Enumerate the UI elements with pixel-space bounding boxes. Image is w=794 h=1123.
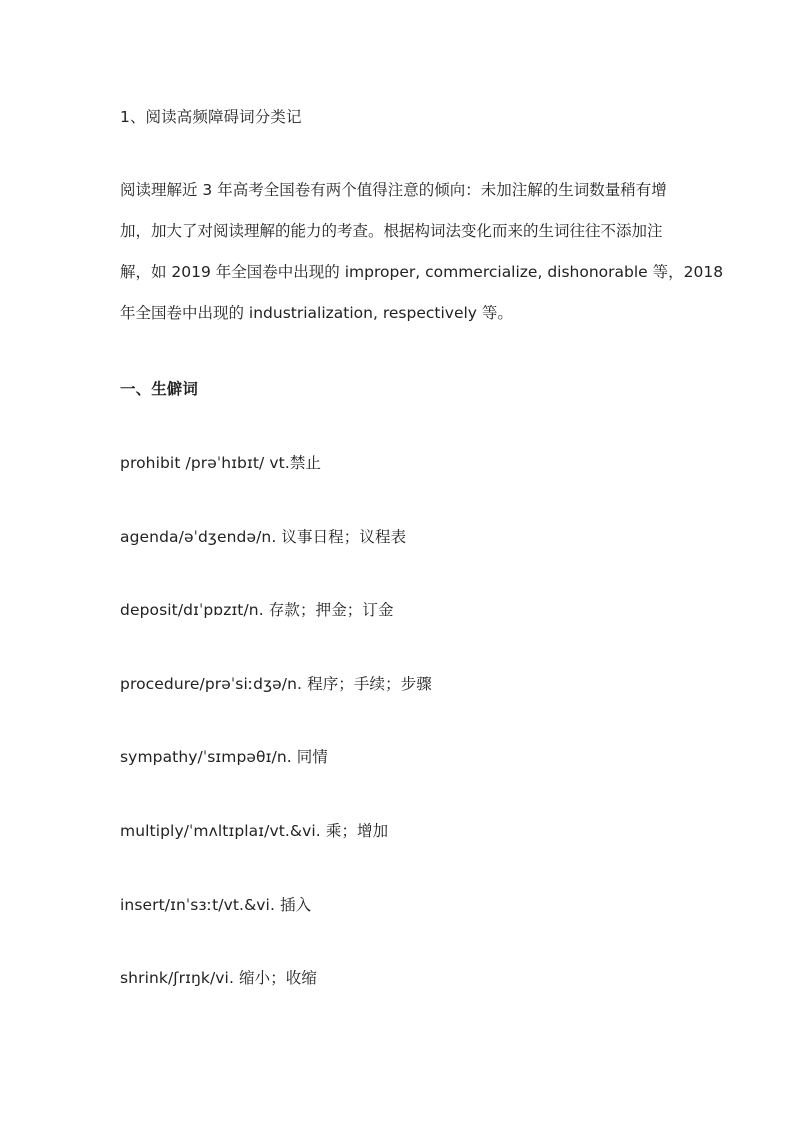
vocab-entry: prohibit /prəˈhɪbɪt/ vt.禁止 (120, 454, 322, 472)
document-title: 1、阅读高频障碍词分类记 (120, 108, 302, 126)
vocab-entry: insert/ɪnˈsɜːt/vt.&vi. 插入 (120, 896, 312, 914)
intro-paragraph (120, 170, 724, 334)
intro-line: 加，加大了对阅读理解的能力的考查。根据构词法变化而来的生词往往不添加注 (120, 222, 663, 240)
intro-line: 阅读理解近 3 年高考全国卷有两个值得注意的倾向：未加注解的生词数量稍有增 (120, 181, 667, 199)
vocab-entry: shrink/ʃrɪŋk/vi. 缩小；收缩 (120, 969, 317, 987)
vocab-entry: procedure/prəˈsiːdʒə/n. 程序；手续；步骤 (120, 675, 432, 693)
vocab-entry: multiply/ˈmʌltɪplaɪ/vt.&vi. 乘；增加 (120, 822, 389, 840)
intro-line: 解，如 2019 年全国卷中出现的 improper, commercialize, dishonorable 等，2018 (120, 263, 724, 281)
vocab-entry: agenda/əˈdʒendə/n. 议事日程；议程表 (120, 528, 407, 546)
intro-line: 年全国卷中出现的 industrialization, respectively 等。 (120, 304, 513, 322)
vocab-entry: sympathy/ˈsɪmpəθɪ/n. 同情 (120, 748, 328, 766)
vocab-entry: deposit/dɪˈpɒzɪt/n. 存款；押金；订金 (120, 601, 394, 619)
section-heading: 一、生僻词 (120, 380, 199, 398)
